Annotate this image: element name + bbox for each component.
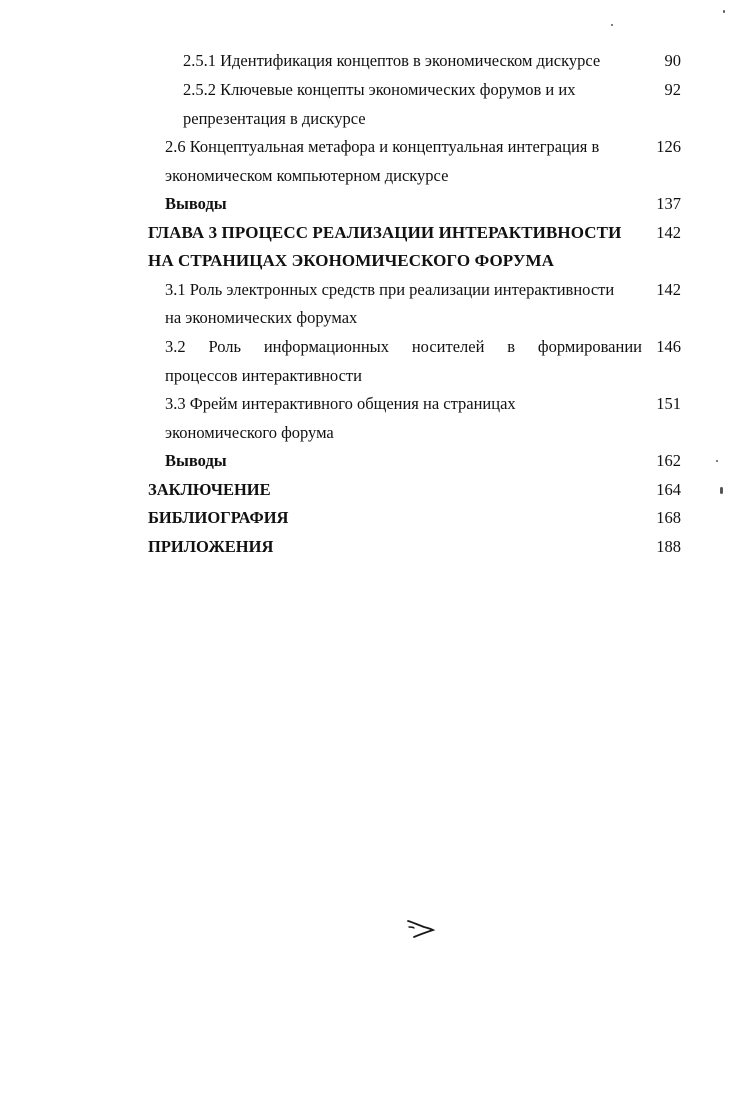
toc-entry-2-6: 2.6 Концептуальная метафора и концептуальная интеграция в <box>165 137 600 156</box>
toc-page-number: 162 <box>656 451 681 470</box>
handwritten-mark-icon <box>402 918 438 942</box>
toc-entry-3-2 <box>165 337 642 357</box>
toc-page-number: 188 <box>656 537 681 556</box>
toc-entry-3-3-continued: экономического форума <box>165 423 334 442</box>
toc-page-number: 164 <box>656 480 681 499</box>
toc-word: Роль <box>208 337 242 356</box>
toc-page-number: 137 <box>656 194 681 213</box>
toc-page-number: 151 <box>656 394 681 413</box>
scan-speck <box>720 487 723 494</box>
toc-entry-conclusion: ЗАКЛЮЧЕНИЕ <box>148 480 271 499</box>
toc-entry-appendices: ПРИЛОЖЕНИЯ <box>148 537 274 556</box>
scan-speck <box>723 10 725 13</box>
toc-entry-3-3: 3.3 Фрейм интерактивного общения на страницах <box>165 394 516 413</box>
toc-word: информационных <box>263 337 390 356</box>
toc-entry-2-5-1: 2.5.1 Идентификация концептов в экономическом дискурсе <box>183 51 601 70</box>
toc-entry-2-5-2-continued: репрезентация в дискурсе <box>183 109 366 128</box>
toc-page-number: 126 <box>656 137 681 156</box>
toc-word: формировании <box>537 337 642 356</box>
toc-entry-chapter-3: ГЛАВА 3 ПРОЦЕСС РЕАЛИЗАЦИИ ИНТЕРАКТИВНОСТИ <box>148 223 622 242</box>
toc-word: в <box>507 337 516 356</box>
toc-entry-chapter-3-continued: НА СТРАНИЦАХ ЭКОНОМИЧЕСКОГО ФОРУМА <box>148 251 554 270</box>
toc-page-number: 92 <box>664 80 681 99</box>
toc-entry-2-6-continued: экономическом компьютерном дискурсе <box>165 166 449 185</box>
toc-entry-bibliography: БИБЛИОГРАФИЯ <box>148 508 289 527</box>
toc-entry-conclusions-chapter-3: Выводы <box>165 451 227 470</box>
toc-page-number: 142 <box>656 223 681 242</box>
toc-page-number: 90 <box>664 51 681 70</box>
toc-entry-3-1: 3.1 Роль электронных средств при реализации интерактивности <box>165 280 615 299</box>
toc-word: носителей <box>411 337 485 356</box>
scan-speck <box>611 24 613 26</box>
toc-page-number: 146 <box>656 337 681 356</box>
scan-speck <box>716 460 718 462</box>
toc-word: 3.2 <box>165 337 186 356</box>
toc-entry-3-2-continued: процессов интерактивности <box>165 366 362 385</box>
toc-entry-3-1-continued: на экономических форумах <box>165 308 358 327</box>
toc-entry-conclusions-chapter-2: Выводы <box>165 194 227 213</box>
toc-page-number: 142 <box>656 280 681 299</box>
toc-page-number: 168 <box>656 508 681 527</box>
toc-entry-2-5-2: 2.5.2 Ключевые концепты экономических форумов и их <box>183 80 576 99</box>
